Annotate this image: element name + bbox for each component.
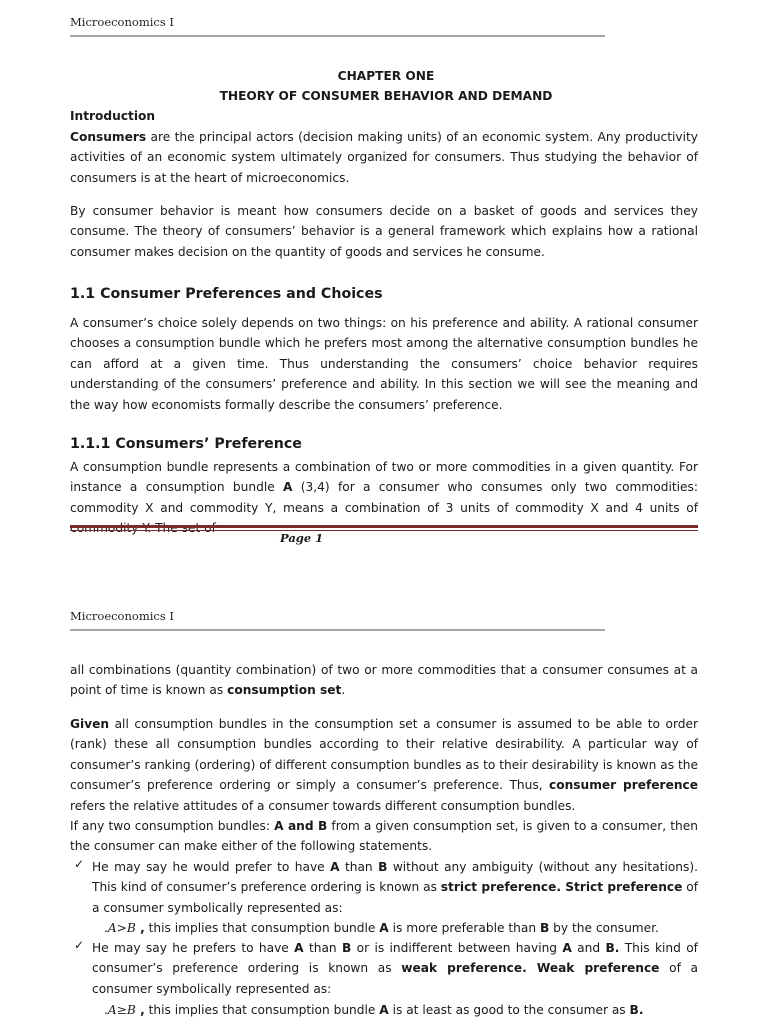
bold-term: A bbox=[379, 921, 389, 935]
bold-term: A bbox=[562, 941, 572, 955]
paragraph-text: all consumption bundles in the consumption set a consumer is assumed to be able to order (rank) these all consumption bundles according to their relative desirability. A particular way of consumer’s ranking (ordering) of different consumption bundles as to their desirability is known as the consumer’s preference ordering or simply a consumer’s preference. Thus, bbox=[70, 717, 698, 793]
bold-term: A bbox=[379, 1003, 389, 1017]
bold-term: A and B bbox=[274, 819, 328, 833]
checkmark-icon: ✓ bbox=[74, 938, 85, 952]
paragraph-text: If any two consumption bundles: bbox=[70, 819, 275, 833]
chapter-number: CHAPTER ONE bbox=[337, 69, 435, 83]
paragraph-text: by the consumer. bbox=[549, 921, 659, 935]
bold-term: B bbox=[341, 941, 352, 955]
footer-rule bbox=[70, 525, 698, 528]
bold-term: consumption set bbox=[227, 683, 342, 698]
paragraph-text: or is indifferent between having bbox=[351, 941, 563, 955]
paragraph-text: This kind of consumer’s preference ordering is known as bbox=[92, 941, 698, 976]
bold-term: consumer preference bbox=[549, 778, 699, 793]
running-head: Microeconomics I bbox=[70, 15, 605, 37]
paragraph-text: than bbox=[303, 941, 342, 955]
math-symbol: .A>B bbox=[104, 921, 136, 935]
checkmark-icon: ✓ bbox=[74, 857, 85, 871]
bold-term: A bbox=[283, 480, 293, 495]
footer-rule-thin bbox=[70, 530, 698, 531]
paragraph-consumption-set bbox=[70, 660, 698, 701]
weak-preference-formula bbox=[104, 1000, 698, 1020]
paragraph-text: He may say he would prefer to have bbox=[92, 860, 331, 874]
paragraph-text: all combinations (quantity combination) of two or more commodities that a consumer consumes at a point of time is known as bbox=[70, 663, 698, 698]
paragraph-consumers bbox=[70, 127, 698, 188]
paragraph-text: than bbox=[339, 860, 379, 874]
paragraph-text: refers the relative attitudes of a consumer towards different consumption bundles. bbox=[70, 798, 576, 813]
running-head: Microeconomics I bbox=[70, 609, 605, 631]
bold-term: Consumers bbox=[70, 130, 147, 144]
paragraph-text: A consumption bundle represents a combination of two or more commodities in a given quantity. For instance a consumption bundle bbox=[70, 460, 698, 495]
bold-term: strict preference. Strict preference bbox=[440, 880, 683, 895]
section-heading-1-1-1: 1.1.1 Consumers’ Preference bbox=[70, 436, 302, 452]
bold-term: A bbox=[330, 860, 340, 874]
paragraph-text: (3,4) for a consumer who consumes only two commodities: commodity X and commodity Y, means a combination of 3 units of commodity X and 4 units of commodity Y. The set of bbox=[70, 480, 698, 536]
paragraph-text: He may say he prefers to have bbox=[92, 941, 295, 955]
paragraph-text: is at least as good to the consumer as bbox=[388, 1003, 630, 1017]
paragraph-preference-ordering bbox=[70, 714, 698, 816]
section-heading-1-1: 1.1 Consumer Preferences and Choices bbox=[70, 286, 383, 302]
paragraph-consumer-behavior: By consumer behavior is meant how consumers decide on a basket of goods and services they consume. The theory of consumers’ behavior is a general framework which explains how a rational consumer makes decision on the quantity of goods and services he consume. bbox=[70, 204, 698, 259]
paragraph-text: . bbox=[341, 683, 346, 698]
page-number: Page 1 bbox=[280, 531, 324, 545]
list-item-strict-preference bbox=[92, 857, 698, 918]
bold-term: B bbox=[378, 860, 388, 874]
bold-term: A bbox=[294, 941, 304, 955]
list-item-weak-preference bbox=[92, 938, 698, 999]
chapter-title: THEORY OF CONSUMER BEHAVIOR AND DEMAND bbox=[219, 89, 553, 103]
bold-term: B. bbox=[605, 941, 620, 955]
bold-term: B. bbox=[629, 1003, 644, 1017]
math-symbol: .A≥B bbox=[104, 1003, 136, 1017]
paragraph-text: and bbox=[571, 941, 606, 955]
paragraph-text: without any ambiguity (without any hesitations). This kind of consumer’s preference ordering is known as bbox=[92, 860, 698, 895]
bold-term: , bbox=[135, 1003, 145, 1017]
introduction-heading: Introduction bbox=[70, 109, 156, 123]
paragraph-text: of a consumer symbolically represented as: bbox=[92, 961, 698, 996]
paragraph-text: from a given consumption set, is given to a consumer, then the consumer can make either of the following statements. bbox=[70, 819, 698, 854]
strict-preference-formula bbox=[104, 918, 698, 938]
paragraph-consumer-choice: A consumer’s choice solely depends on two things: on his preference and ability. A rational consumer chooses a consumption bundle which he prefers most among the alternative consumption bundles he can afford at a given time. Thus understanding the consumers’ choice behavior requires understanding of the consumers’ preference and ability. In this section we will see the meaning and the way how economists formally describe the consumers’ preference. bbox=[70, 316, 698, 412]
paragraph-text: this implies that consumption bundle bbox=[144, 921, 380, 935]
paragraph-text: are the principal actors (decision making units) of an economic system. Any productivity activities of an economic system ultimately organized for consumers. Thus studying the behavior of consumers is at the heart of microeconomics. bbox=[70, 130, 698, 185]
bold-term: Given bbox=[70, 717, 110, 731]
bold-term: weak preference. Weak preference bbox=[401, 961, 660, 976]
paragraph-text: of a consumer symbolically represented as: bbox=[92, 880, 698, 915]
paragraph-two-bundles bbox=[70, 816, 698, 857]
bold-term: B bbox=[539, 921, 550, 935]
bold-term: , bbox=[135, 921, 145, 935]
paragraph-text: this implies that consumption bundle bbox=[144, 1003, 380, 1017]
paragraph-text: is more preferable than bbox=[388, 921, 540, 935]
